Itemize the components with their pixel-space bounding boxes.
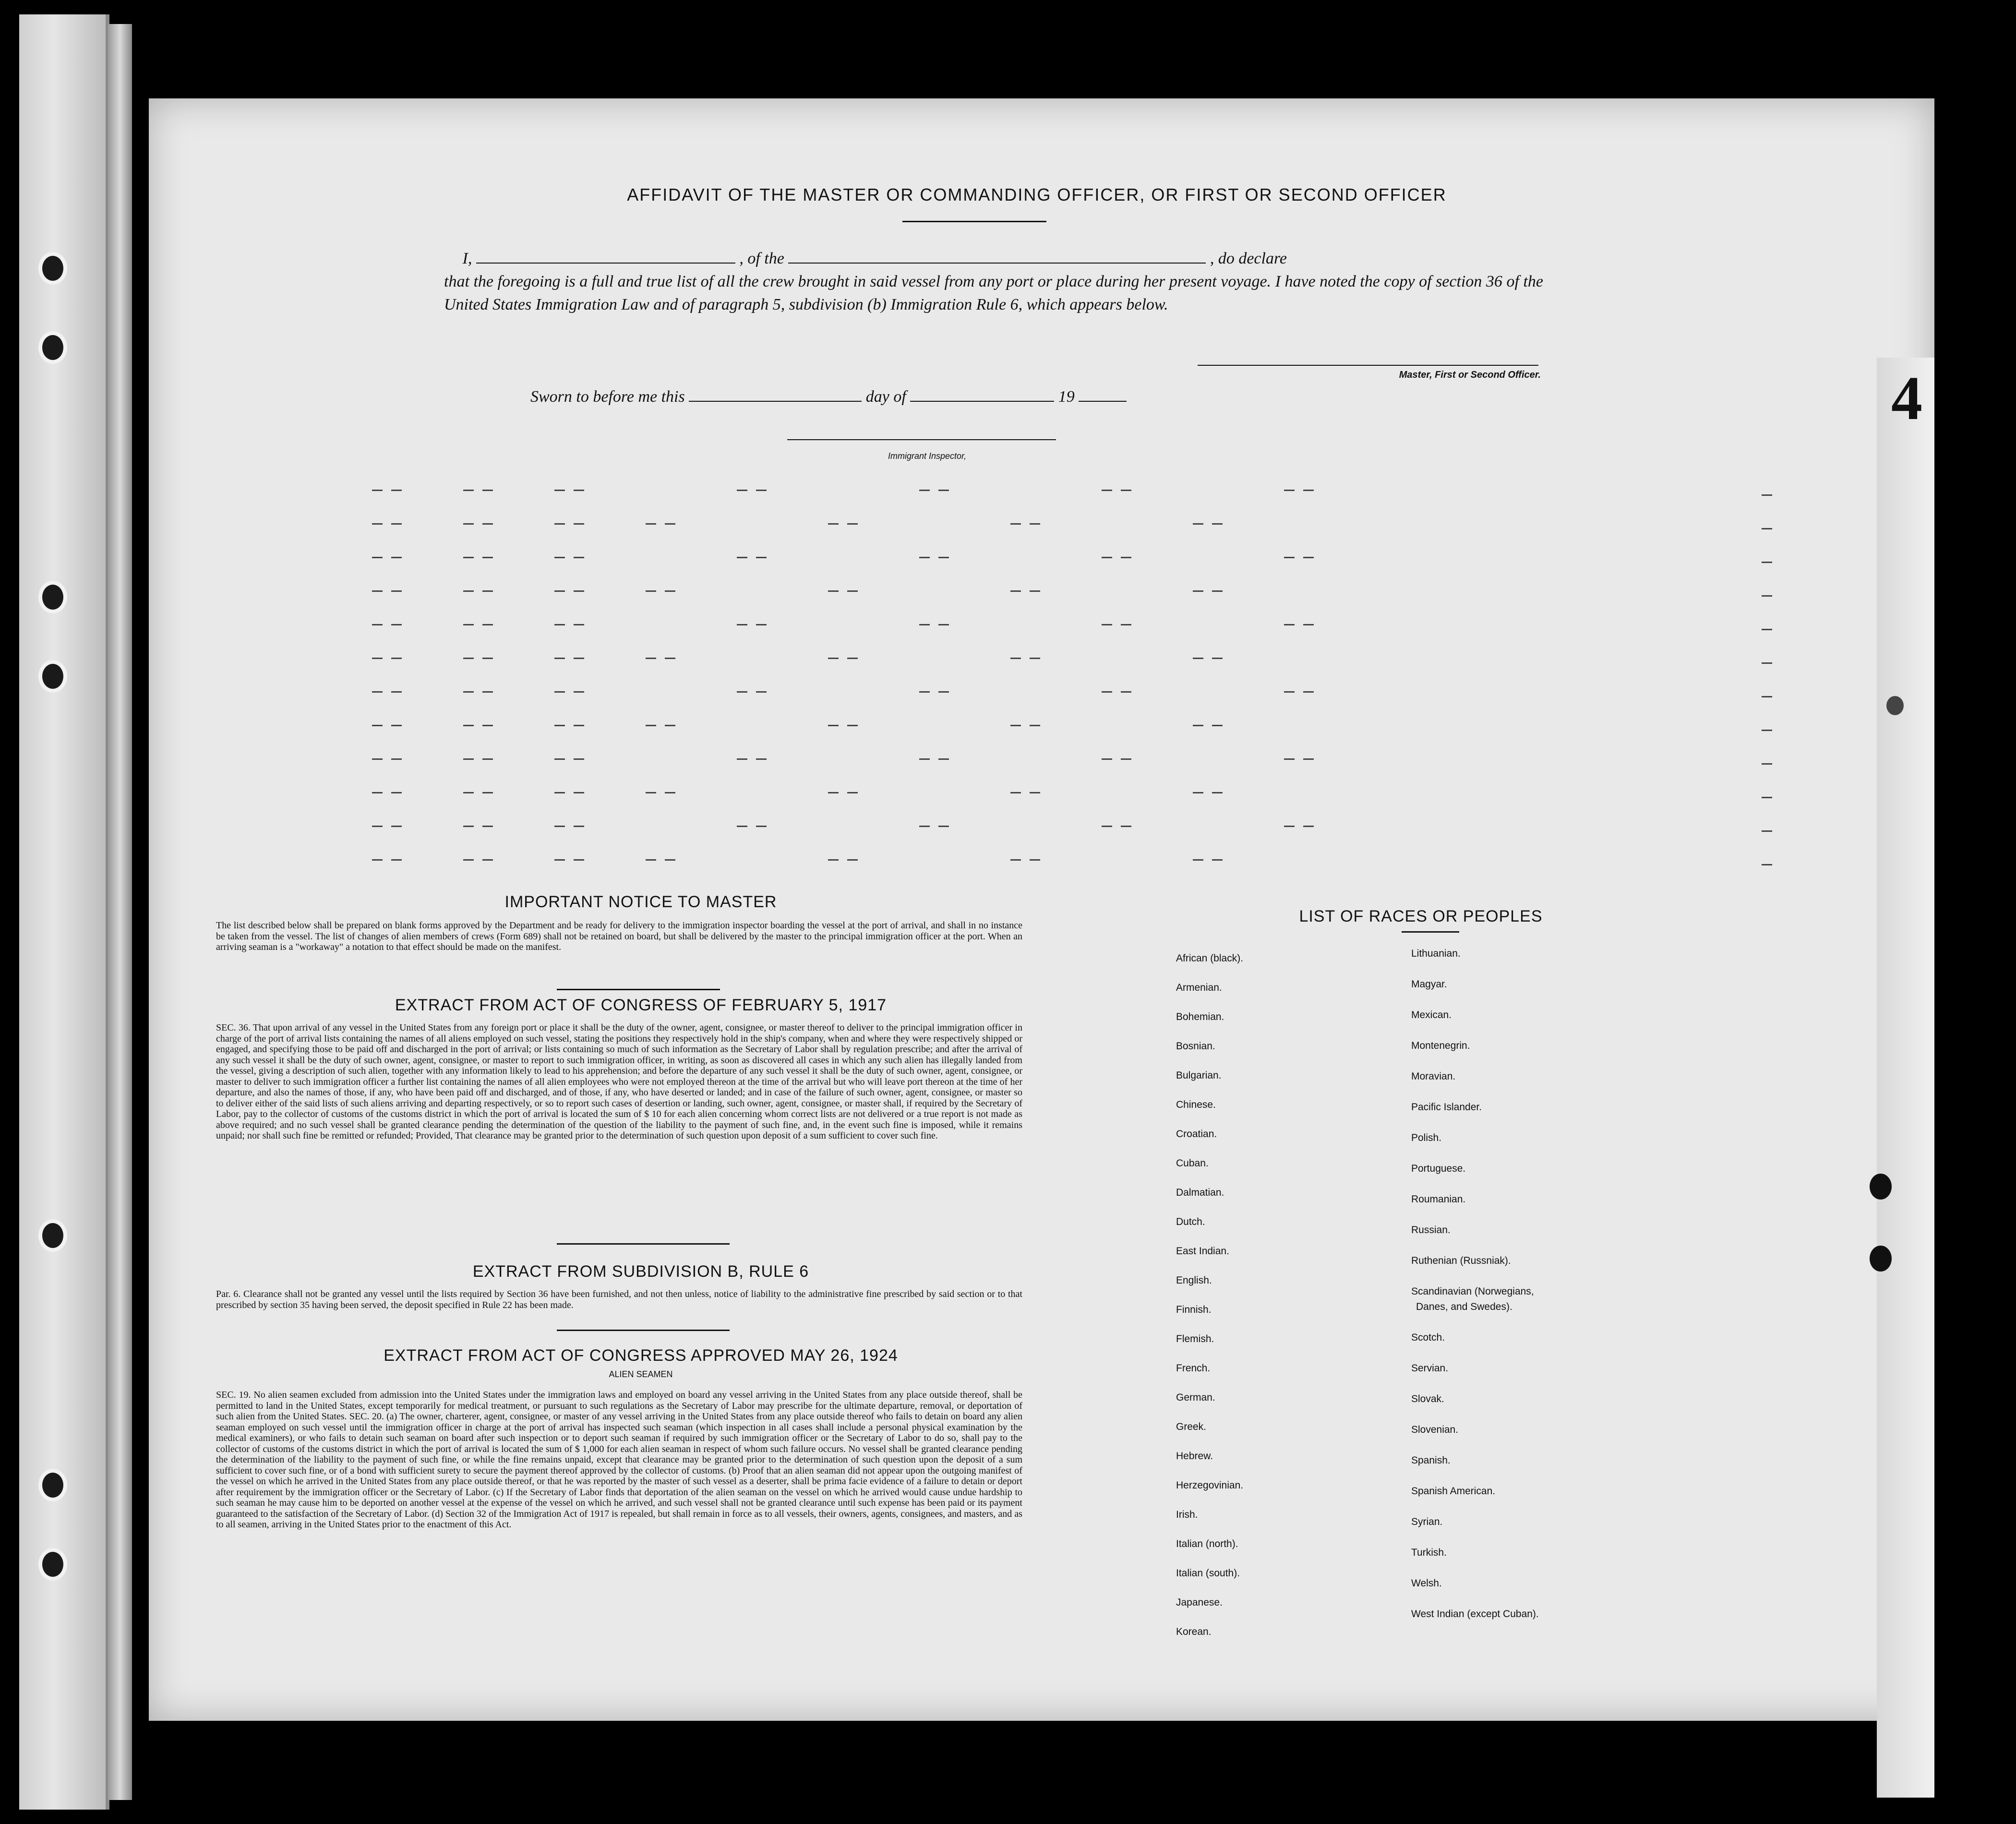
races-rule	[1402, 931, 1459, 933]
page-hole	[1870, 1246, 1892, 1272]
ruling-mark	[919, 624, 930, 625]
page-hole	[1886, 696, 1904, 715]
ruling-mark	[1284, 490, 1295, 491]
race-entry: Chinese.	[1176, 1099, 1216, 1110]
ruling-mark	[1762, 797, 1772, 798]
ruling-mark	[1193, 658, 1203, 659]
race-entry: Japanese.	[1176, 1597, 1223, 1608]
race-entry: Scotch.	[1411, 1332, 1445, 1343]
ruling-mark	[1284, 691, 1295, 693]
ruling-mark	[665, 792, 675, 793]
ruling-mark	[1010, 523, 1021, 525]
race-entry: Bohemian.	[1176, 1011, 1224, 1022]
races-title: LIST OF RACES OR PEOPLES	[1299, 907, 1543, 925]
ruling-mark	[482, 590, 493, 592]
ruling-mark	[1303, 557, 1314, 558]
race-entry: Flemish.	[1176, 1333, 1214, 1344]
ruling-mark	[938, 557, 949, 558]
ruling-mark	[554, 523, 565, 525]
race-entry: Polish.	[1411, 1132, 1442, 1143]
ruling-mark	[1102, 826, 1112, 827]
binder-spine	[19, 14, 109, 1810]
ruling-mark	[1762, 864, 1772, 865]
race-entry: Turkish.	[1411, 1547, 1447, 1558]
ruling-mark	[482, 859, 493, 861]
ruling-mark	[574, 590, 584, 592]
ruling-mark	[1762, 562, 1772, 563]
ruling-mark	[1030, 725, 1040, 726]
ruling-mark	[574, 490, 584, 491]
ruling-mark	[1303, 490, 1314, 491]
ruling-mark	[847, 658, 858, 659]
race-entry: Slovenian.	[1411, 1424, 1459, 1435]
ruling-mark	[737, 758, 747, 760]
section-rule	[557, 1330, 730, 1331]
race-entry: Welsh.	[1411, 1578, 1442, 1589]
act-1924-subtitle: ALIEN SEAMEN	[609, 1369, 673, 1379]
race-entry: West Indian (except Cuban).	[1411, 1608, 1539, 1620]
race-entry: Servian.	[1411, 1363, 1449, 1374]
ruling-mark	[828, 658, 839, 659]
ruling-mark	[1102, 691, 1112, 693]
ruling-mark	[1121, 557, 1131, 558]
page-right-edge	[1877, 358, 1934, 1798]
page-hole	[1870, 1174, 1892, 1200]
ruling-mark	[372, 624, 383, 625]
ruling-mark	[1284, 624, 1295, 625]
ruling-mark	[847, 590, 858, 592]
ruling-mark	[1762, 528, 1772, 529]
ruling-mark	[554, 792, 565, 793]
ruling-mark	[482, 658, 493, 659]
ruling-mark	[665, 725, 675, 726]
ruling-mark	[1121, 826, 1131, 827]
inspector-label: Immigrant Inspector,	[888, 451, 967, 461]
ruling-mark	[482, 725, 493, 726]
act-1924-title: EXTRACT FROM ACT OF CONGRESS APPROVED MAY 26, 1924	[384, 1346, 898, 1365]
ruling-mark	[1762, 696, 1772, 697]
ruling-mark	[482, 523, 493, 525]
ruling-mark	[554, 859, 565, 861]
ruling-mark	[554, 557, 565, 558]
ruling-mark	[372, 523, 383, 525]
ruling-mark	[1762, 730, 1772, 731]
ruling-mark	[391, 792, 402, 793]
binder-hole	[38, 581, 67, 613]
ruling-mark	[1762, 662, 1772, 664]
section-rule	[557, 1243, 730, 1245]
ruling-mark	[1762, 629, 1772, 630]
ruling-mark	[828, 590, 839, 592]
ruling-mark	[1030, 859, 1040, 861]
vessel-blank	[788, 248, 1206, 264]
ruling-mark	[574, 691, 584, 693]
ruling-mark	[646, 725, 656, 726]
notice-title: IMPORTANT NOTICE TO MASTER	[504, 893, 777, 911]
ruling-mark	[737, 624, 747, 625]
ruling-mark	[665, 658, 675, 659]
inspector-line	[787, 439, 1056, 440]
ruling-mark	[1121, 490, 1131, 491]
race-entry: Armenian.	[1176, 982, 1222, 993]
ruling-mark	[463, 859, 474, 861]
binder-strip	[108, 24, 132, 1800]
ruling-mark	[574, 859, 584, 861]
ruling-mark	[554, 826, 565, 827]
ruling-mark	[574, 826, 584, 827]
ruling-mark	[482, 792, 493, 793]
ruling-mark	[646, 658, 656, 659]
ruling-mark	[482, 624, 493, 625]
race-entry: English.	[1176, 1275, 1212, 1286]
ruling-mark	[1121, 624, 1131, 625]
ruling-mark	[372, 792, 383, 793]
ruling-mark	[756, 826, 767, 827]
ruling-mark	[391, 658, 402, 659]
ruling-mark	[1284, 758, 1295, 760]
ruling-mark	[463, 758, 474, 760]
ruling-mark	[1030, 792, 1040, 793]
ruling-mark	[574, 725, 584, 726]
ruling-mark	[847, 523, 858, 525]
ruling-mark	[391, 523, 402, 525]
race-entry: Ruthenian (Russniak).	[1411, 1255, 1511, 1266]
race-entry: Scandinavian (Norwegians,	[1411, 1286, 1534, 1297]
race-entry: Dutch.	[1176, 1216, 1205, 1227]
ruling-mark	[828, 792, 839, 793]
race-entry: Magyar.	[1411, 979, 1447, 990]
ruling-mark	[463, 826, 474, 827]
ruling-mark	[482, 557, 493, 558]
ruling-mark	[938, 826, 949, 827]
race-entry: Moravian.	[1411, 1071, 1456, 1082]
ruling-mark	[646, 590, 656, 592]
ruling-mark	[756, 490, 767, 491]
ruling-mark	[372, 758, 383, 760]
ruling-mark	[919, 758, 930, 760]
sworn-day-blank	[689, 386, 862, 402]
ruling-mark	[1303, 691, 1314, 693]
ruling-mark	[1010, 725, 1021, 726]
ruling-mark	[463, 523, 474, 525]
binder-hole	[38, 1469, 67, 1501]
race-entry: Portuguese.	[1411, 1163, 1466, 1174]
binder-hole	[38, 331, 67, 364]
ruling-mark	[391, 490, 402, 491]
ruling-mark	[1193, 859, 1203, 861]
ruling-mark	[372, 557, 383, 558]
ruling-mark	[482, 490, 493, 491]
sworn-label: Sworn to before me this	[530, 388, 685, 406]
ruling-mark	[391, 758, 402, 760]
ruling-mark	[391, 624, 402, 625]
ruling-mark	[1030, 523, 1040, 525]
ruling-mark	[646, 523, 656, 525]
ruling-mark	[919, 490, 930, 491]
binder-hole	[38, 252, 67, 285]
race-entry: Hebrew.	[1176, 1451, 1213, 1462]
ruling-mark	[756, 624, 767, 625]
ruling-mark	[372, 691, 383, 693]
ruling-mark	[1212, 658, 1223, 659]
ruling-mark	[1762, 494, 1772, 496]
ruling-mark	[665, 590, 675, 592]
ruling-mark	[1121, 758, 1131, 760]
ruling-mark	[938, 758, 949, 760]
act-1924-text: SEC. 19. No alien seamen excluded from admission into the United States under the immigration laws and employed on board any vessel arriving in the United States from any place outside thereof, shall be permitted to land in the United States, except temporarily for medical treatment, or pursuant to such regulations as the Secretary of Labor may prescribe for the ultimate departure, removal, or deportation of such alien from the United States. SEC. 20. (a) The owner, charterer, agent, consignee, or master of any vessel arriving in the United States from any place outside thereof who fails to detain on board any alien seaman employed on such vessel until the immigration officer in charge at the port of arrival has inspected such seaman (which inspection in all cases shall include a personal physical examination by the medical examiners), or who fails to detain such seaman on board after such inspection or to deport such seaman if required by such immigration officer or the Secretary of Labor to do so, shall pay to the collector of customs of the customs district in which the port of arrival is located the sum of $ 1,000 for each alien seaman in respect of whom such failure occurs. No vessel shall be granted clearance pending the determination of the liability to the payment of such fine, or while the fine remains unpaid, except that clearance may be granted prior to the determination of such question upon the deposit of a sum sufficient to cover such fine, or of a bond with sufficient surety to secure the payment thereof approved by the collector of customs. (b) Proof that an alien seaman did not appear upon the outgoing manifest of the vessel on which he arrived in the United States from any place outside thereof, or that he was reported by the master of such vessel as a deserter, shall be prima facie evidence of a failure to detain or deport after requirement by the immigration officer or the Secretary of Labor. (c) If the Secretary of Labor finds that deportation of the alien seaman on the vessel on which he arrived would cause undue hardship to such seaman he may cause him to be deported on another vessel at the expense of the vessel on which he arrived, and such vessel shall not be granted clearance until such expense has been paid or its payment guaranteed to the satisfaction of the Secretary of Labor. (d) Section 32 of the Immigration Act of 1917 is repealed, but shall remain in force as to all vessels, their owners, agents, consignees, and masters, and as to all seamen, arriving in the United States prior to the enactment of this Act.	[216, 1390, 1022, 1530]
ruling-mark	[554, 725, 565, 726]
ruling-mark	[482, 826, 493, 827]
ruling-mark	[554, 691, 565, 693]
ruling-mark	[574, 758, 584, 760]
ruling-mark	[554, 624, 565, 625]
race-entry: French.	[1176, 1363, 1211, 1374]
ruling-mark	[463, 624, 474, 625]
ruling-mark	[1303, 624, 1314, 625]
name-blank	[476, 248, 735, 264]
rule6-text: Par. 6. Clearance shall not be granted any vessel until the lists required by Section 36 have been furnished, and not then unless, notice of liability to the administrative fine prescribed by said section or to that prescribed by section 35 having been served, the deposit specified in Rule 22 has been made.	[216, 1289, 1022, 1310]
affidavit-text: that the foregoing is a full and true list of all the crew brought in said vessel from any port or place during her present voyage. I have noted the copy of section 36 of the United States Immigration Law and of paragraph 5, subdivision (b) Immigration Rule 6, which appears below.	[444, 273, 1543, 313]
race-entry: African (black).	[1176, 953, 1244, 964]
ruling-mark	[463, 725, 474, 726]
race-entry: Herzegovinian.	[1176, 1480, 1244, 1491]
ruling-mark	[1212, 523, 1223, 525]
binder-hole	[38, 660, 67, 693]
ruling-mark	[554, 590, 565, 592]
race-entry: Spanish American.	[1411, 1486, 1496, 1497]
ruling-mark	[372, 658, 383, 659]
affidavit-title: AFFIDAVIT OF THE MASTER OR COMMANDING OFFICER, OR FIRST OR SECOND OFFICER	[627, 185, 1447, 204]
race-entry: Spanish.	[1411, 1455, 1451, 1466]
ruling-mark	[574, 792, 584, 793]
race-entry: Italian (south).	[1176, 1568, 1240, 1579]
ruling-mark	[1102, 557, 1112, 558]
ruling-mark	[756, 691, 767, 693]
ruling-mark	[463, 658, 474, 659]
ruling-mark	[847, 725, 858, 726]
ruling-mark	[372, 590, 383, 592]
ruling-mark	[665, 859, 675, 861]
ruling-mark	[1303, 758, 1314, 760]
ruling-mark	[737, 826, 747, 827]
signature-line	[1198, 365, 1538, 366]
declaration-line	[444, 247, 1543, 270]
day-of-label: day of	[865, 388, 906, 406]
signature-label: Master, First or Second Officer.	[1399, 370, 1541, 380]
ruling-mark	[1303, 826, 1314, 827]
ruling-mark	[391, 557, 402, 558]
ruling-mark	[1030, 658, 1040, 659]
manifest-page	[149, 98, 1934, 1721]
ruling-mark	[919, 826, 930, 827]
race-entry: Slovak.	[1411, 1393, 1444, 1404]
ruling-mark	[574, 557, 584, 558]
section-rule	[557, 989, 720, 990]
race-entry: Roumanian.	[1411, 1194, 1466, 1205]
race-entry: Korean.	[1176, 1626, 1212, 1637]
act-1917-text: SEC. 36. That upon arrival of any vessel in the United States from any foreign port or place it shall be the duty of the owner, agent, consignee, or master thereof to deliver to the principal immigration officer in charge of the port of arrival lists containing the names of all aliens employed on such vessel, stating the positions they respectively hold in the ship's company, when and where they were respectively shipped or engaged, and specifying those to be paid off and discharged in the port of arrival; or lists containing so much of such information as the Secretary of Labor shall by regulation prescribe; and after the arrival of any such vessel it shall be the duty of such owner, agent, consignee, or master to report to such immigration officer, in writing, as soon as discovered all cases in which any such alien has illegally landed from the vessel, giving a description of such alien, together with any information likely to lead to his apprehension; and before the departure of any such vessel it shall be the duty of such owner, agent, consignee, or master to deliver to such immigration officer a further list containing the names of all alien employees who were not employed thereon at the time of the arrival but who will leave port thereon at the time of her departure, and also the names of those, if any, who have been paid off and discharged, and of those, if any, who have deserted or landed; and in case of the failure of such owner, agent, consignee, or master so to deliver either of the said lists of such aliens arriving and departing respectively, or so to report such cases of desertion or landing, such owner, agent, consignee, or master shall, if required by the Secretary of Labor, pay to the collector of customs of the customs district in which the port of arrival is located the sum of $ 10 for each alien concerning whom correct lists are not delivered or a true report is not made as above required; and no such vessel shall be granted clearance pending the determination of the question of the liability to the payment of such fine, and, in the event such fine is imposed, while it remains unpaid; nor shall such fine be remitted or refunded; Provided, That clearance may be granted prior to the determination of such question upon deposit of a sum sufficient to cover such fine.	[216, 1022, 1022, 1141]
race-entry: Bosnian.	[1176, 1041, 1215, 1052]
ruling-mark	[1010, 792, 1021, 793]
ruling-mark	[463, 557, 474, 558]
race-entry: Russian.	[1411, 1224, 1451, 1236]
ruling-mark	[756, 557, 767, 558]
ruling-mark	[1284, 557, 1295, 558]
ruling-mark	[737, 490, 747, 491]
ruling-mark	[1212, 725, 1223, 726]
of-the-label: , of the	[739, 250, 784, 267]
ruling-mark	[1193, 523, 1203, 525]
ruling-mark	[1212, 859, 1223, 861]
ruling-mark	[1762, 830, 1772, 832]
rule6-title: EXTRACT FROM SUBDIVISION B, RULE 6	[472, 1262, 809, 1281]
ruling-mark	[554, 758, 565, 760]
ruling-mark	[1030, 590, 1040, 592]
race-entry: Croatian.	[1176, 1128, 1217, 1140]
race-entry: Lithuanian.	[1411, 948, 1461, 959]
ruling-mark	[1284, 826, 1295, 827]
race-entry: Bulgarian.	[1176, 1070, 1222, 1081]
ruling-mark	[463, 691, 474, 693]
ruling-mark	[463, 490, 474, 491]
race-entry: Dalmatian.	[1176, 1187, 1224, 1198]
ruling-mark	[391, 691, 402, 693]
sworn-year-blank	[1079, 386, 1127, 402]
binder-hole	[38, 1219, 67, 1252]
ruling-mark	[1010, 658, 1021, 659]
edge-number: 4	[1891, 364, 1922, 433]
sworn-line	[530, 386, 1346, 406]
ruling-mark	[482, 758, 493, 760]
ruling-mark	[919, 691, 930, 693]
affidavit-body	[444, 247, 1543, 316]
ruling-mark	[938, 624, 949, 625]
race-entry: Italian (north).	[1176, 1538, 1238, 1549]
ruling-mark	[1762, 763, 1772, 765]
ruling-mark	[1193, 725, 1203, 726]
ruling-mark	[1193, 792, 1203, 793]
ruling-mark	[1762, 595, 1772, 597]
ruling-mark	[1193, 590, 1203, 592]
ruling-mark	[372, 826, 383, 827]
ruling-mark	[391, 725, 402, 726]
act-1917-title: EXTRACT FROM ACT OF CONGRESS OF FEBRUARY 5, 1917	[395, 996, 887, 1014]
ruling-mark	[665, 523, 675, 525]
ruling-mark	[646, 792, 656, 793]
ruling-mark	[1102, 490, 1112, 491]
race-entry: Danes, and Swedes).	[1416, 1301, 1512, 1312]
race-entry: German.	[1176, 1392, 1215, 1403]
race-entry: Montenegrin.	[1411, 1040, 1470, 1051]
ruling-mark	[938, 691, 949, 693]
ruling-mark	[1102, 758, 1112, 760]
race-entry: Irish.	[1176, 1509, 1198, 1520]
race-entry: East Indian.	[1176, 1246, 1229, 1257]
ruling-mark	[372, 725, 383, 726]
binder-hole	[38, 1548, 67, 1581]
ruling-mark	[574, 624, 584, 625]
title-rule	[902, 221, 1046, 222]
ruling-mark	[1102, 624, 1112, 625]
race-entry: Finnish.	[1176, 1304, 1212, 1315]
ruling-mark	[938, 490, 949, 491]
ruling-mark	[391, 859, 402, 861]
ruling-mark	[391, 826, 402, 827]
notice-text: The list described below shall be prepared on blank forms approved by the Department and be ready for delivery to the immigration inspector boarding the vessel at the port of arrival, and shall in no instance be taken from the vessel. The list of changes of alien members of crews (Form 689) shall not be retained on board, but shall be delivered by the master to the principal immigration officer at the port. When an arriving seaman is a "workaway" a notation to that effect should be made on the manifest.	[216, 920, 1022, 952]
ruling-mark	[554, 490, 565, 491]
i-label: I,	[462, 250, 472, 267]
ruling-mark	[463, 590, 474, 592]
ruling-mark	[646, 859, 656, 861]
ruling-mark	[847, 859, 858, 861]
race-entry: Mexican.	[1411, 1009, 1452, 1020]
year-prefix: 19	[1058, 388, 1075, 406]
ruling-mark	[391, 590, 402, 592]
ruling-mark	[828, 859, 839, 861]
ruling-mark	[574, 658, 584, 659]
race-entry: Greek.	[1176, 1421, 1207, 1432]
ruling-mark	[482, 691, 493, 693]
race-entry: Syrian.	[1411, 1516, 1443, 1527]
ruling-mark	[828, 725, 839, 726]
ruling-mark	[1010, 590, 1021, 592]
ruling-mark	[756, 758, 767, 760]
sworn-month-blank	[910, 386, 1054, 402]
ruling-mark	[463, 792, 474, 793]
ruling-mark	[1212, 792, 1223, 793]
ruling-mark	[737, 557, 747, 558]
ruling-mark	[1121, 691, 1131, 693]
ruling-mark	[1212, 590, 1223, 592]
do-declare-label: , do declare	[1210, 250, 1287, 267]
ruling-mark	[554, 658, 565, 659]
ruling-mark	[372, 490, 383, 491]
ruling-mark	[1010, 859, 1021, 861]
ruling-mark	[847, 792, 858, 793]
ruling-mark	[828, 523, 839, 525]
ruling-mark	[919, 557, 930, 558]
ruling-mark	[737, 691, 747, 693]
race-entry: Cuban.	[1176, 1158, 1209, 1169]
ruling-mark	[372, 859, 383, 861]
race-entry: Pacific Islander.	[1411, 1102, 1482, 1113]
ruling-mark	[574, 523, 584, 525]
